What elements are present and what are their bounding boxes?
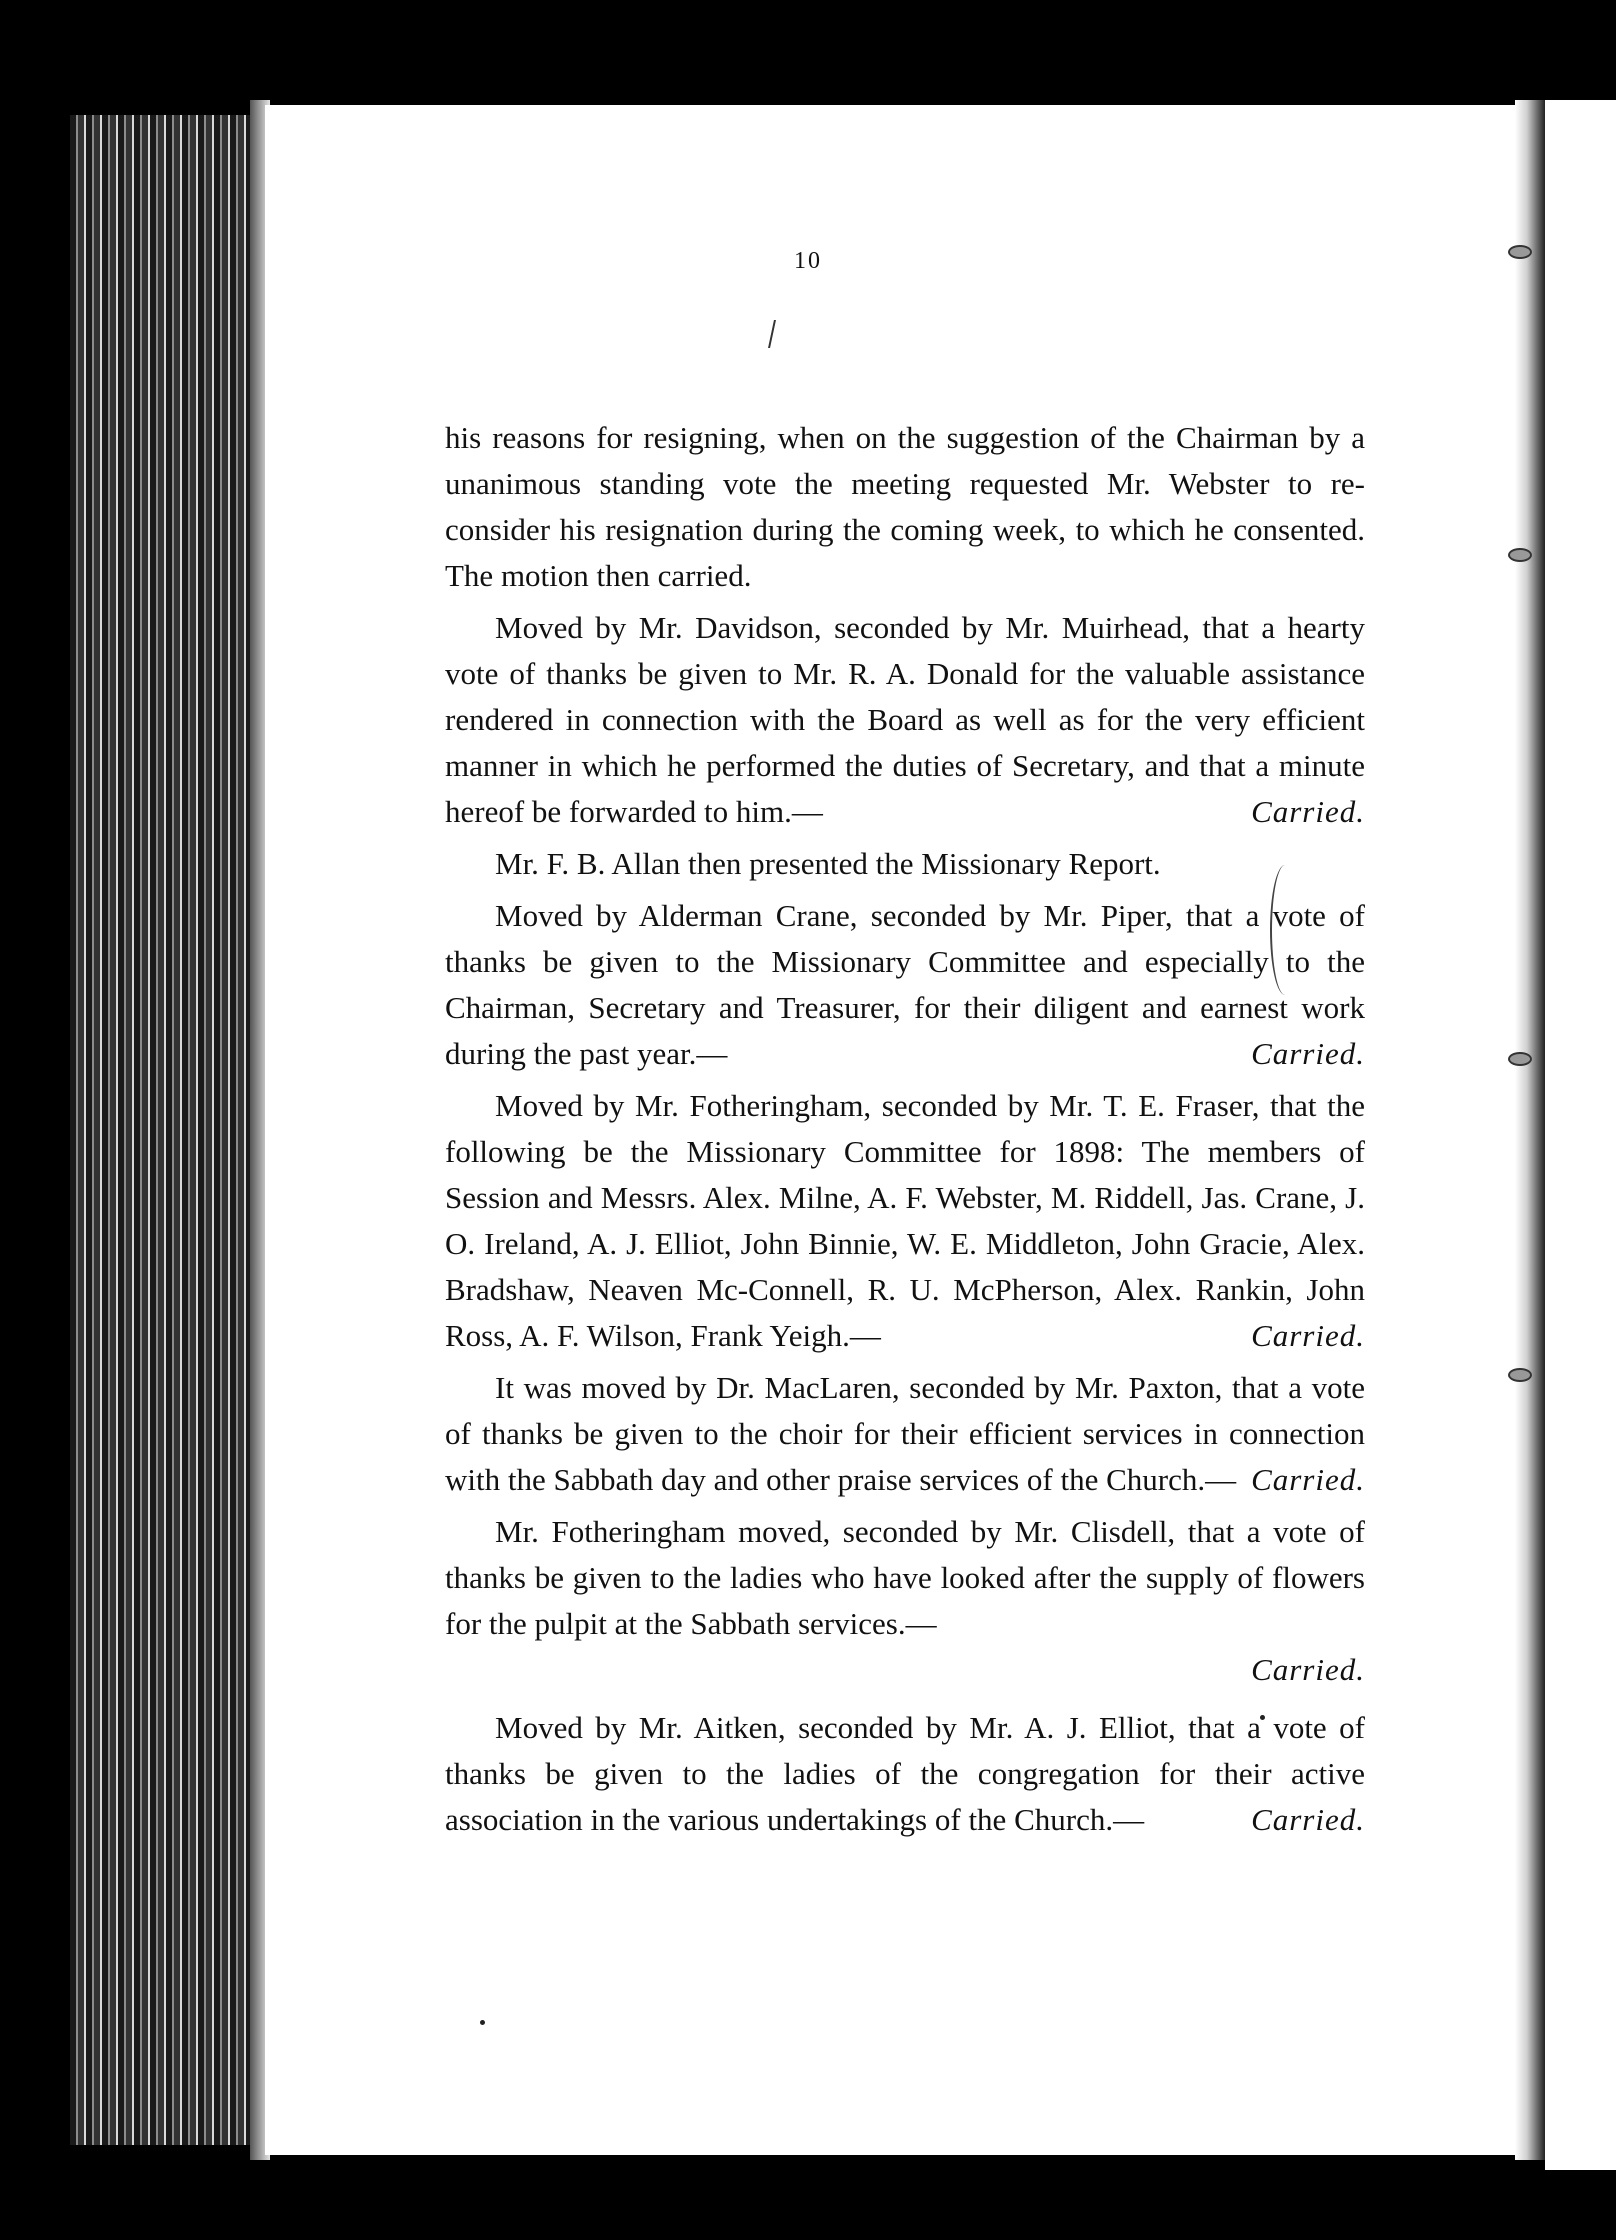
binding-thread-mark [1508,1368,1532,1382]
paragraph [445,1705,1365,1843]
paragraph [445,415,1365,599]
paragraph [445,841,1365,887]
paragraph-text: Moved by Mr. Aitken, seconded by Mr. A. J. Elliot, that a vote of thanks be given to the ladies of the congregation for their active association in the various undertakings of the Church.— [445,1710,1365,1837]
carried-note: Carried. [1251,1652,1365,1687]
carried-note: Carried. [1251,1802,1365,1837]
book-page-edges [70,115,265,2145]
book-spine-edge [1515,100,1545,2160]
binding-thread-mark [1508,548,1532,562]
paragraph [445,1509,1365,1693]
adjacent-page [1545,100,1616,2170]
paragraph [445,605,1365,835]
page-body [445,415,1365,1849]
carried-note: Carried. [1251,1036,1365,1071]
paragraph-text: Moved by Mr. Fotheringham, seconded by Mr. T. E. Fraser, that the following be the Missionary Committee for 1898: The members of Session and Messrs. Alex. Milne, A. F. Webster, M. Riddell, Jas. Crane, J. O. Ireland, A. J. Elliot, John Binnie, W. E. Middleton, John Gracie, Alex. Bradshaw, Neaven Mc-Connell, R. U. McPherson, Alex. Rankin, John Ross, A. F. Wilson, Frank Yeigh.— [445,1088,1365,1353]
paragraph-text: Moved by Alderman Crane, seconded by Mr. Piper, that a vote of thanks be given to the Missionary Committee and especially to the Chairman, Secretary and Treasurer, for their diligent and earnest work during the past year.— [445,898,1365,1071]
carried-note: Carried. [1251,1462,1365,1497]
carried-note: Carried. [1251,794,1365,829]
paragraph [445,893,1365,1077]
binding-thread-mark [1508,1052,1532,1066]
carried-note: Carried. [1251,1318,1365,1353]
paragraph-text: his reasons for resigning, when on the suggestion of the Chairman by a unanimous standing vote the meeting requested Mr. Webster to re-consider his resignation during the coming week, to which he consented. The motion then carried. [445,420,1365,593]
paragraph [445,1083,1365,1359]
paragraph-text: Mr. F. B. Allan then presented the Missionary Report. [495,846,1161,881]
paragraph-text: Moved by Mr. Davidson, seconded by Mr. Muirhead, that a hearty vote of thanks be given to Mr. R. A. Donald for the valuable assistance rendered in connection with the Board as well as for the very efficient manner in which he performed the duties of Secretary, and that a minute hereof be forwarded to him.— [445,610,1365,829]
paragraph [445,1365,1365,1503]
paragraph-text: Mr. Fotheringham moved, seconded by Mr. Clisdell, that a vote of thanks be given to the ladies who have looked after the supply of flowers for the pulpit at the Sabbath services.— [445,1514,1365,1641]
paragraph-text: It was moved by Dr. MacLaren, seconded by Mr. Paxton, that a vote of thanks be given to the choir for their efficient services in connection with the Sabbath day and other praise services of the Church.— [445,1370,1365,1497]
pencil-tick-mark [762,320,776,348]
ink-speck [480,2020,485,2025]
page-number: 10 [794,248,822,274]
